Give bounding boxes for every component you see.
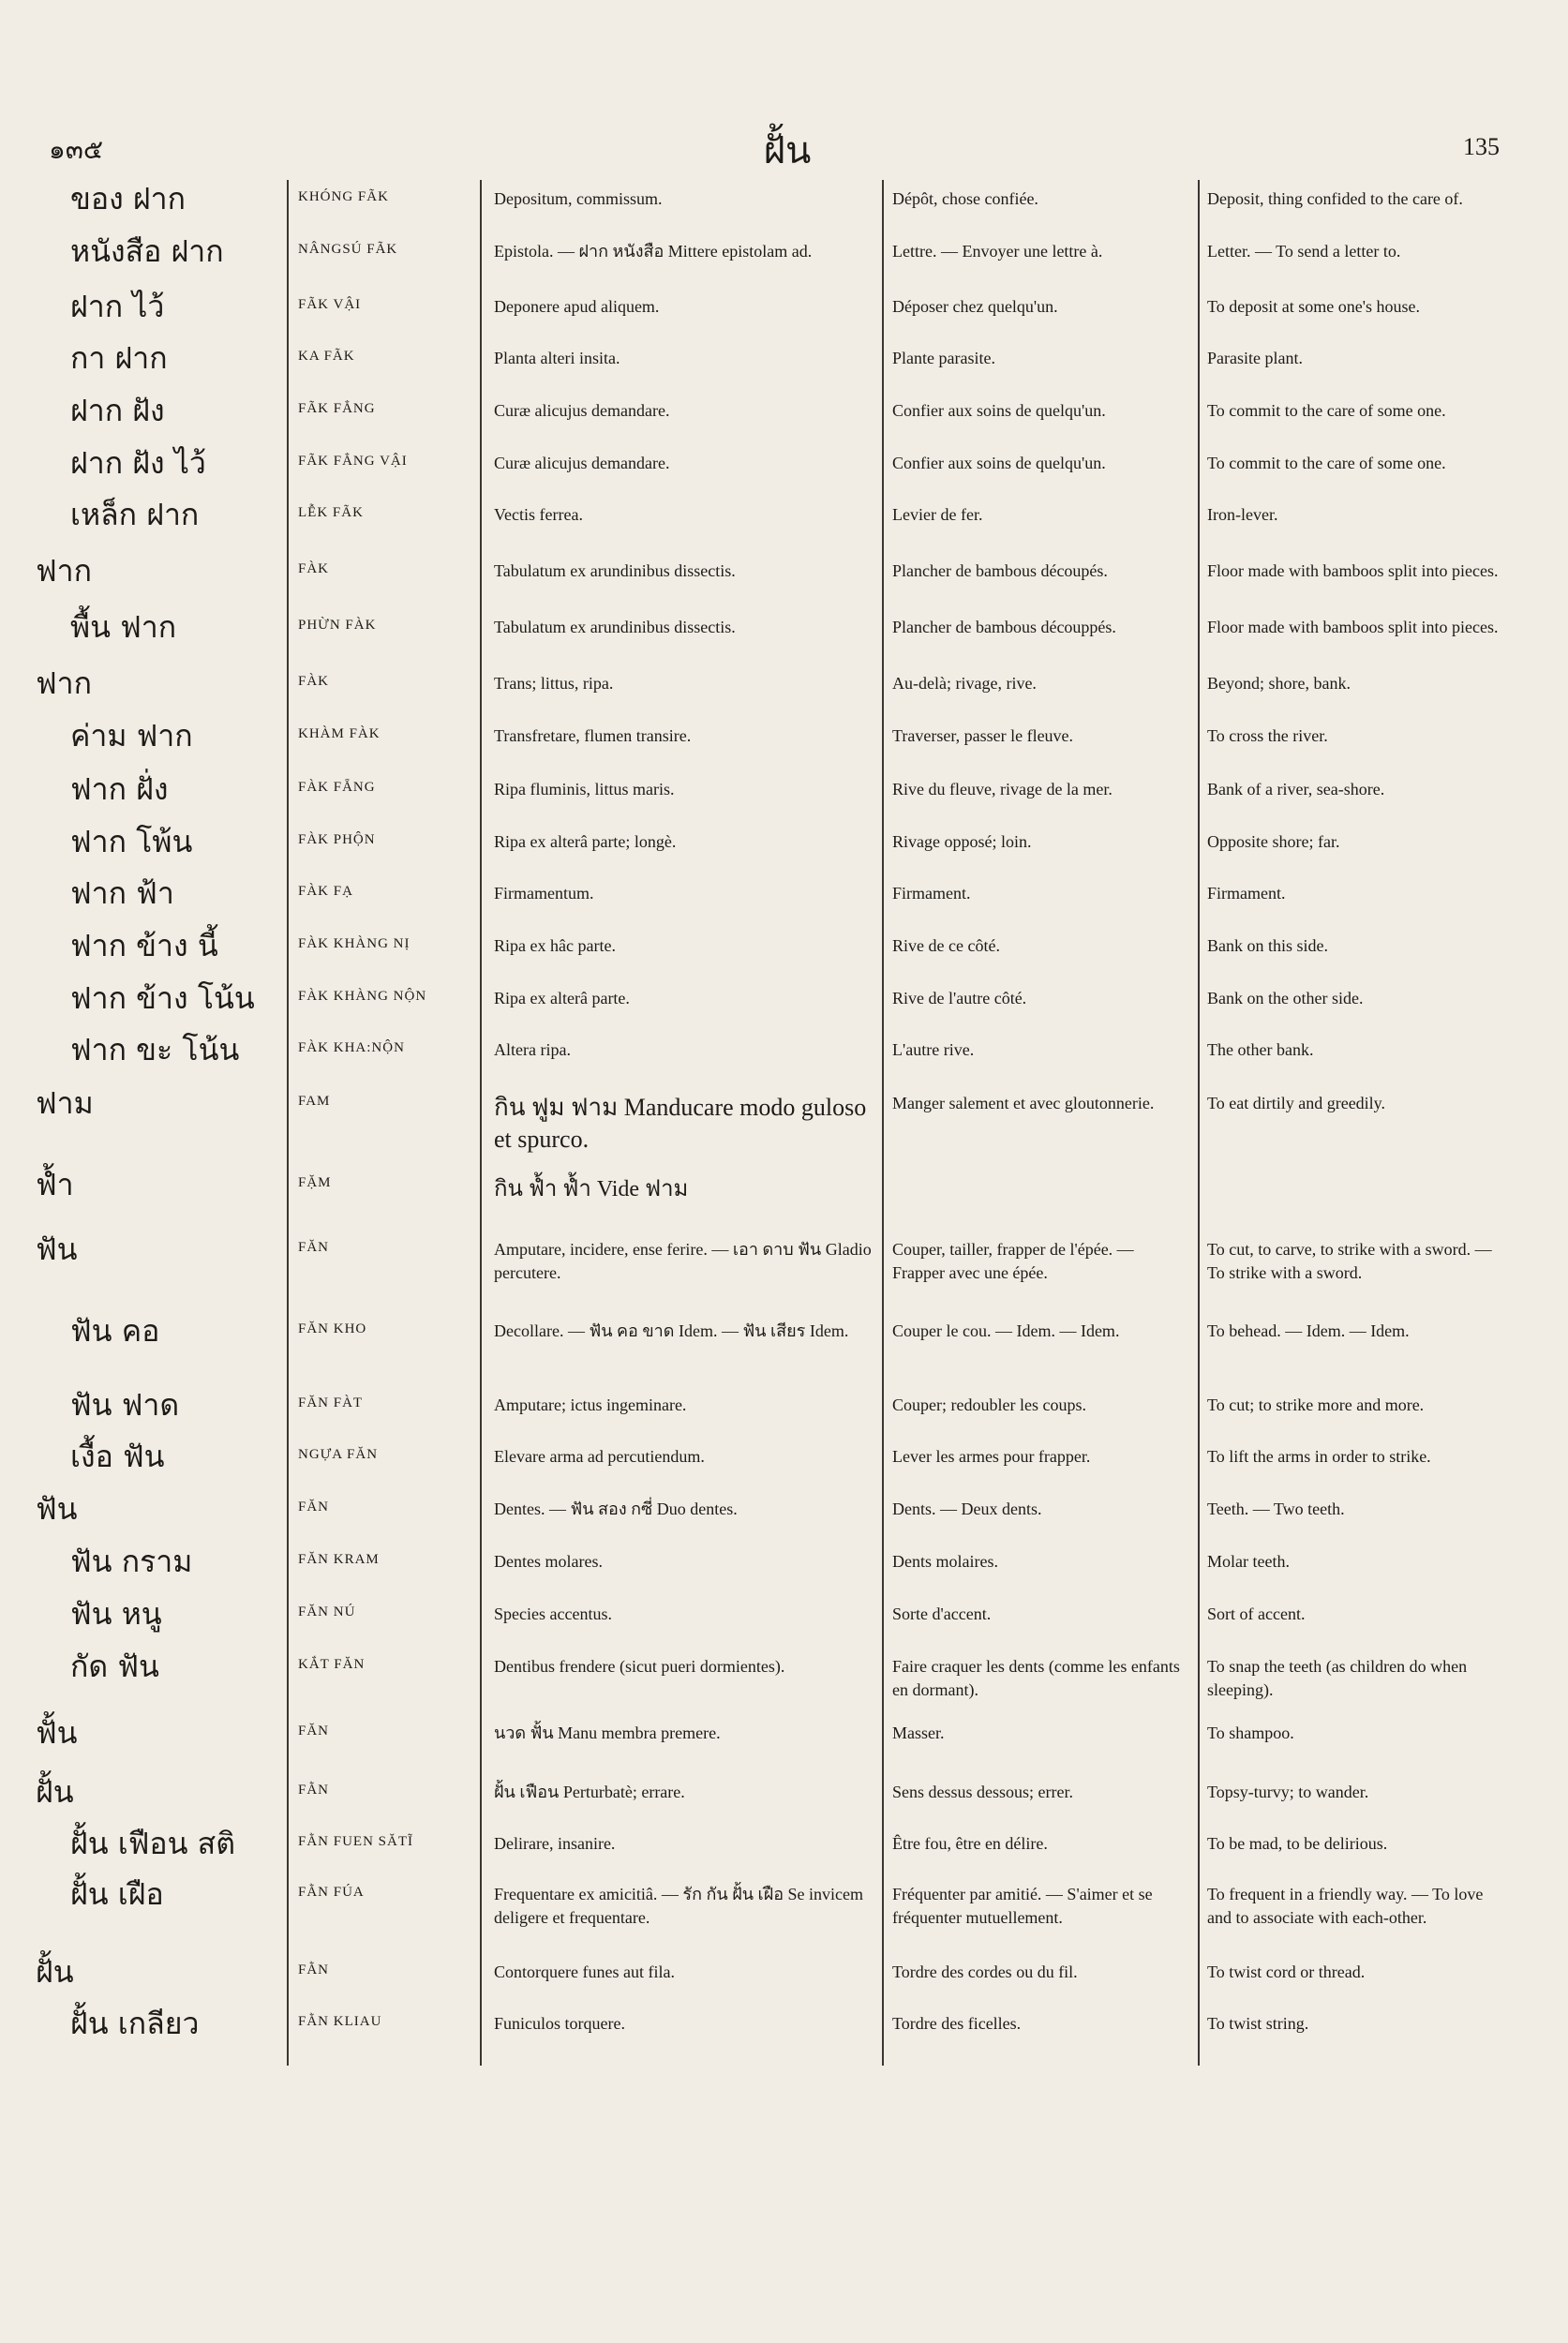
french-definition: Lever les armes pour frapper. xyxy=(892,1447,1091,1466)
romanization: PHỪN FÀK xyxy=(298,618,377,633)
latin-definition: Ripa ex alterâ parte. xyxy=(494,989,630,1007)
latin-definition: Ripa fluminis, littus maris. xyxy=(494,780,675,798)
english-definition: Parasite plant. xyxy=(1207,349,1303,367)
english-definition: Firmament. xyxy=(1207,884,1286,903)
english-definition: The other bank. xyxy=(1207,1040,1314,1059)
english-definition: To twist string. xyxy=(1207,2014,1309,2033)
thai-headword: ฟาก ข้าง นี้ xyxy=(70,928,218,963)
thai-headword: ฟาก xyxy=(36,553,92,589)
thai-headword: ฟัน หนู xyxy=(70,1596,162,1632)
french-definition: Déposer chez quelqu'un. xyxy=(892,297,1058,316)
french-definition: Tordre des ficelles. xyxy=(892,2014,1022,2033)
french-definition: Sorte d'accent. xyxy=(892,1604,992,1623)
english-definition: Molar teeth. xyxy=(1207,1552,1290,1571)
french-definition: Manger salement et avec gloutonnerie. xyxy=(892,1094,1155,1112)
romanization: FẰN FUEN SĂTĨ xyxy=(298,1834,414,1849)
thai-headword: ฝั้น xyxy=(36,1954,74,1990)
english-definition: Beyond; shore, bank. xyxy=(1207,674,1351,693)
french-definition: Tordre des cordes ou du fil. xyxy=(892,1962,1078,1981)
romanization: FÀK KHA:NỘN xyxy=(298,1040,405,1055)
romanization: FĂN xyxy=(298,1500,330,1515)
latin-definition: Frequentare ex amicitiâ. — รัก กัน ฝั้น เฝือ Se invicem deligere et frequentare. xyxy=(494,1885,864,1927)
english-definition: To commit to the care of some one. xyxy=(1207,454,1446,472)
latin-definition: Curæ alicujus demandare. xyxy=(494,454,670,472)
romanization: FẰN xyxy=(298,1783,330,1798)
thai-headword: กา ฝาก xyxy=(70,340,168,376)
english-definition: To cut, to carve, to strike with a sword. — To strike with a sword. xyxy=(1207,1240,1492,1282)
french-definition: Plancher de bambous découppés. xyxy=(892,618,1116,636)
latin-definition: กิน ฟ้ำ ฟ้ำ Vide ฟาม xyxy=(494,1177,689,1201)
romanization: NÂNGSÚ FÃK xyxy=(298,242,398,257)
latin-definition: Tabulatum ex arundinibus dissectis. xyxy=(494,561,736,580)
thai-headword: ฝั้น เฝือ xyxy=(70,1876,164,1912)
romanization: FẰN KLIAU xyxy=(298,2014,382,2029)
french-definition: Faire craquer les dents (comme les enfants en dormant). xyxy=(892,1657,1180,1699)
english-definition: To eat dirtily and greedily. xyxy=(1207,1094,1386,1112)
french-definition: Couper, tailler, frapper de l'épée. — Frapper avec une épée. xyxy=(892,1240,1134,1282)
latin-definition: Decollare. — ฟัน คอ ขาด Idem. — ฟัน เสียร Idem. xyxy=(494,1321,849,1340)
romanization: FÀK FẠ xyxy=(298,884,353,899)
thai-headword: ของ ฝาก xyxy=(70,181,186,216)
english-definition: To be mad, to be delirious. xyxy=(1207,1834,1388,1853)
romanization: FĂN xyxy=(298,1724,330,1739)
thai-headword: ฟาม xyxy=(36,1085,94,1121)
english-definition: To lift the arms in order to strike. xyxy=(1207,1447,1431,1466)
column-rule xyxy=(480,180,482,2066)
french-definition: Au-delà; rivage, rive. xyxy=(892,674,1037,693)
thai-headword: ฝาก ฝัง ไว้ xyxy=(70,445,206,481)
english-definition: Deposit, thing confided to the care of. xyxy=(1207,189,1463,208)
romanization: FĂN KRAM xyxy=(298,1552,380,1567)
french-definition: Traverser, passer le fleuve. xyxy=(892,726,1074,745)
thai-headword: ฟั้น xyxy=(36,1715,78,1751)
latin-definition: Amputare; ictus ingeminare. xyxy=(494,1395,687,1414)
latin-definition: Amputare, incidere, ense ferire. — เอา ดาบ ฟัน Gladio percutere. xyxy=(494,1240,872,1282)
french-definition: Dépôt, chose confiée. xyxy=(892,189,1038,208)
thai-headword: ฝาก ฝัง xyxy=(70,393,165,428)
romanization: KA FÃK xyxy=(298,349,355,364)
english-definition: Bank on this side. xyxy=(1207,936,1328,955)
romanization: FÀK FẴNG xyxy=(298,780,376,795)
french-definition: Sens dessus dessous; errer. xyxy=(892,1783,1073,1801)
english-definition: Bank of a river, sea-shore. xyxy=(1207,780,1385,798)
thai-headword: ฟาก ฟ้า xyxy=(70,875,174,911)
english-definition: To frequent in a friendly way. — To love and to associate with each-other. xyxy=(1207,1885,1484,1927)
latin-definition: Dentes. — ฟัน สอง กซี่ Duo dentes. xyxy=(494,1500,738,1518)
romanization: NGỰA FĂN xyxy=(298,1447,379,1462)
latin-definition: ฝั้น เฟือน Perturbatè; errare. xyxy=(494,1783,685,1801)
page-number: 135 xyxy=(1463,133,1500,160)
latin-definition: Ripa ex hâc parte. xyxy=(494,936,616,955)
column-rule xyxy=(1198,180,1200,2066)
english-definition: To deposit at some one's house. xyxy=(1207,297,1420,316)
thai-headword: ฟาก ขะ โน้น xyxy=(70,1032,240,1067)
romanization: FÀK xyxy=(298,674,330,689)
french-definition: Rive de ce côté. xyxy=(892,936,1000,955)
french-definition: Rive de l'autre côté. xyxy=(892,989,1027,1007)
french-definition: Être fou, être en délire. xyxy=(892,1834,1048,1853)
thai-headword: ฝั้น xyxy=(36,1774,74,1810)
romanization: FẰN xyxy=(298,1962,330,1977)
french-definition: Masser. xyxy=(892,1724,945,1742)
romanization: FÃK VẬI xyxy=(298,297,362,312)
thai-headword: ฟัน คอ xyxy=(70,1313,160,1349)
romanization: FĂN FÀT xyxy=(298,1395,364,1410)
latin-definition: Deponere apud aliquem. xyxy=(494,297,660,316)
romanization: FĂN KHO xyxy=(298,1321,367,1336)
latin-definition: Trans; littus, ripa. xyxy=(494,674,614,693)
english-definition: To behead. — Idem. — Idem. xyxy=(1207,1321,1410,1340)
latin-definition: กิน ฟูม ฟาม Manducare modo guloso et spurco. xyxy=(494,1094,867,1153)
column-rule xyxy=(287,180,289,2066)
romanization: FÀK PHỘN xyxy=(298,832,376,847)
thai-headword: ฟ้ำ xyxy=(36,1167,74,1202)
thai-headword: กัด ฟัน xyxy=(70,1649,159,1684)
english-definition: Iron-lever. xyxy=(1207,505,1278,524)
english-definition: To cut; to strike more and more. xyxy=(1207,1395,1425,1414)
english-definition: Teeth. — Two teeth. xyxy=(1207,1500,1345,1518)
french-definition: Firmament. xyxy=(892,884,971,903)
latin-definition: Dentes molares. xyxy=(494,1552,603,1571)
romanization: FẰN FÚA xyxy=(298,1885,365,1900)
english-definition: Letter. — To send a letter to. xyxy=(1207,242,1401,261)
french-definition: Levier de fer. xyxy=(892,505,983,524)
thai-headword: ฟาก โพ้น xyxy=(70,824,193,859)
thai-headword: ฝั้น เกลียว xyxy=(70,2006,200,2041)
thai-headword: เงื้อ ฟัน xyxy=(70,1439,165,1474)
latin-definition: Delirare, insanire. xyxy=(494,1834,616,1853)
french-definition: Fréquenter par amitié. — S'aimer et se fréquenter mutuellement. xyxy=(892,1885,1153,1927)
thai-headword: ฝาก ไว้ xyxy=(70,289,165,324)
latin-definition: Vectis ferrea. xyxy=(494,505,583,524)
thai-page-number: ๑๓๕ xyxy=(49,134,104,165)
romanization: KHÓNG FÃK xyxy=(298,189,389,204)
thai-headword: ฟัน xyxy=(36,1231,78,1267)
romanization: FĂN NÚ xyxy=(298,1604,356,1619)
french-definition: Confier aux soins de quelqu'un. xyxy=(892,454,1106,472)
latin-definition: Planta alteri insita. xyxy=(494,349,620,367)
romanization: FÃK FẲNG xyxy=(298,401,376,416)
romanization: LỄK FÃK xyxy=(298,505,364,520)
latin-definition: Depositum, commissum. xyxy=(494,189,663,208)
french-definition: Plante parasite. xyxy=(892,349,995,367)
english-definition: Bank on the other side. xyxy=(1207,989,1364,1007)
french-definition: Dents. — Deux dents. xyxy=(892,1500,1042,1518)
french-definition: Dents molaires. xyxy=(892,1552,998,1571)
page-heading-word: ฝั้น xyxy=(763,129,812,172)
romanization: FAM xyxy=(298,1094,331,1109)
romanization: FÀK xyxy=(298,561,330,576)
thai-headword: หนังสือ ฝาก xyxy=(70,233,224,269)
latin-definition: Firmamentum. xyxy=(494,884,594,903)
thai-headword: ฟัน ฟาด xyxy=(70,1387,180,1423)
romanization: FĂN xyxy=(298,1240,330,1255)
english-definition: Sort of accent. xyxy=(1207,1604,1306,1623)
latin-definition: นวด ฟั้น Manu membra premere. xyxy=(494,1724,721,1742)
latin-definition: Altera ripa. xyxy=(494,1040,571,1059)
french-definition: Confier aux soins de quelqu'un. xyxy=(892,401,1106,420)
romanization: KHÀM FÀK xyxy=(298,726,381,741)
thai-headword: ฟาก ฝั่ง xyxy=(70,771,169,807)
english-definition: Topsy-turvy; to wander. xyxy=(1207,1783,1369,1801)
english-definition: To shampoo. xyxy=(1207,1724,1294,1742)
latin-definition: Contorquere funes aut fila. xyxy=(494,1962,675,1981)
column-rule xyxy=(882,180,884,2066)
thai-headword: ฟาก xyxy=(36,665,92,701)
french-definition: Rive du fleuve, rivage de la mer. xyxy=(892,780,1113,798)
french-definition: Rivage opposé; loin. xyxy=(892,832,1032,851)
latin-definition: Ripa ex alterâ parte; longè. xyxy=(494,832,677,851)
romanization: FÃK FẲNG VẬI xyxy=(298,454,408,469)
thai-headword: พื้น ฟาก xyxy=(70,609,177,645)
french-definition: L'autre rive. xyxy=(892,1040,975,1059)
french-definition: Lettre. — Envoyer une lettre à. xyxy=(892,242,1103,261)
french-definition: Plancher de bambous découpés. xyxy=(892,561,1108,580)
romanization: FẶM xyxy=(298,1175,332,1190)
thai-headword: ฟาก ข้าง โน้น xyxy=(70,980,255,1016)
thai-headword: ฝั้น เฟือน สติ xyxy=(70,1826,235,1861)
latin-definition: Funiculos torquere. xyxy=(494,2014,625,2033)
english-definition: To cross the river. xyxy=(1207,726,1328,745)
latin-definition: Curæ alicujus demandare. xyxy=(494,401,670,420)
latin-definition: Elevare arma ad percutiendum. xyxy=(494,1447,705,1466)
latin-definition: Species accentus. xyxy=(494,1604,612,1623)
english-definition: To twist cord or thread. xyxy=(1207,1962,1366,1981)
english-definition: Opposite shore; far. xyxy=(1207,832,1340,851)
latin-definition: Tabulatum ex arundinibus dissectis. xyxy=(494,618,736,636)
thai-headword: ค่าม ฟาก xyxy=(70,718,193,754)
thai-headword: ฟัน xyxy=(36,1491,78,1527)
thai-headword: เหล็ก ฝาก xyxy=(70,497,200,532)
romanization: KẮT FĂN xyxy=(298,1657,366,1672)
romanization: FÀK KHÀNG NỘN xyxy=(298,989,427,1004)
french-definition: Couper; redoubler les coups. xyxy=(892,1395,1086,1414)
thai-headword: ฟัน กราม xyxy=(70,1544,193,1579)
english-definition: To snap the teeth (as children do when sleeping). xyxy=(1207,1657,1468,1699)
english-definition: Floor made with bamboos split into pieces. xyxy=(1207,561,1499,580)
french-definition: Couper le cou. — Idem. — Idem. xyxy=(892,1321,1120,1340)
latin-definition: Epistola. — ฝาก หนังสือ Mittere epistolam ad. xyxy=(494,242,813,261)
latin-definition: Transfretare, flumen transire. xyxy=(494,726,692,745)
romanization: FÀK KHÀNG NỊ xyxy=(298,936,411,951)
english-definition: To commit to the care of some one. xyxy=(1207,401,1446,420)
english-definition: Floor made with bamboos split into pieces. xyxy=(1207,618,1499,636)
latin-definition: Dentibus frendere (sicut pueri dormientes). xyxy=(494,1657,785,1676)
